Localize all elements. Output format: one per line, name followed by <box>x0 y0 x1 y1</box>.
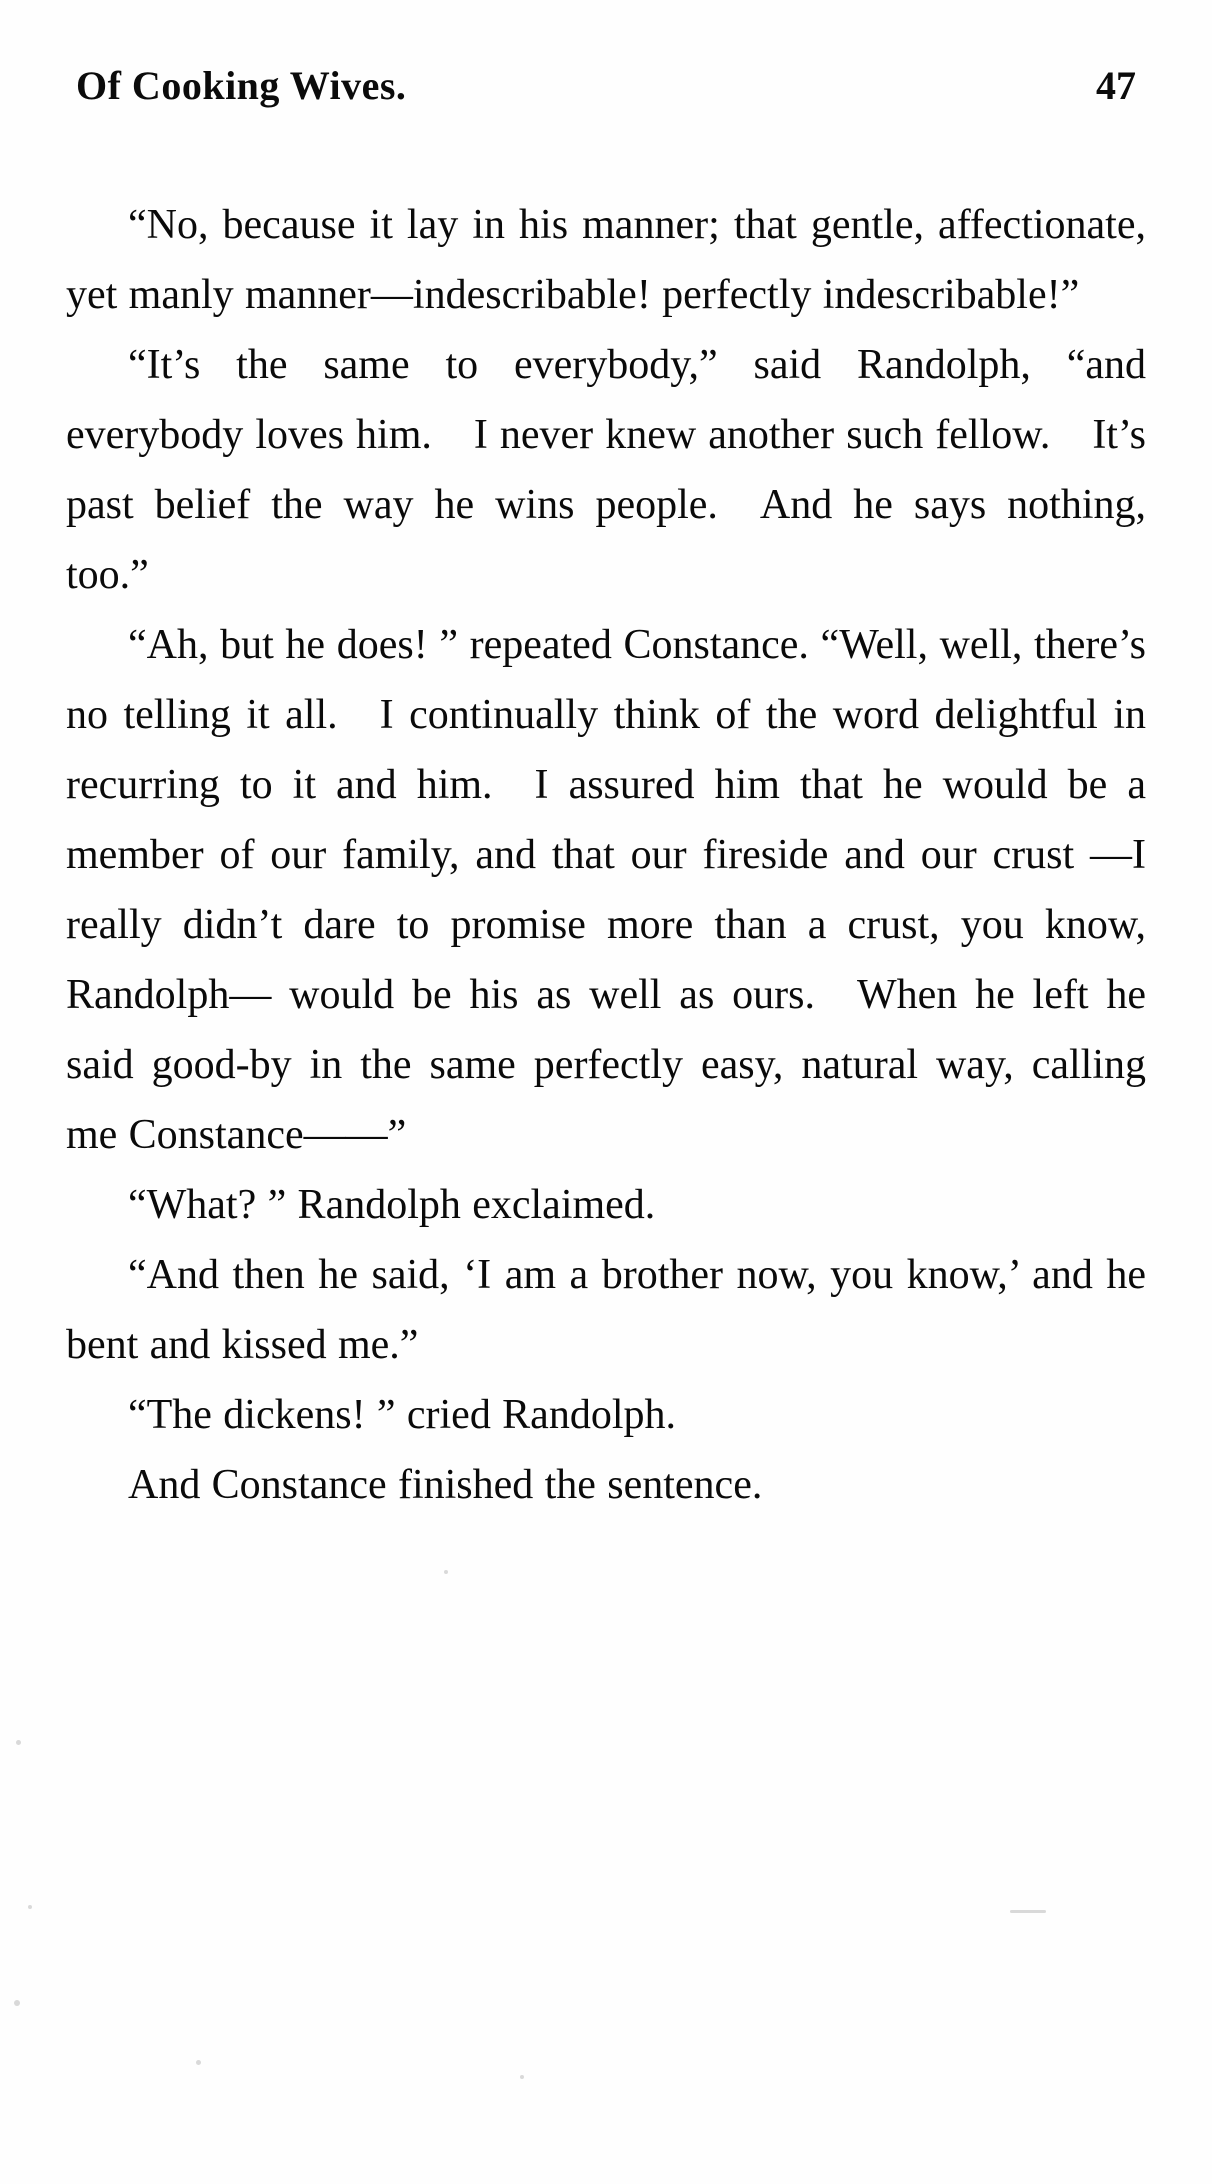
paragraph: “What? ” Randolph exclaimed. <box>128 1182 656 1228</box>
paragraph: “And then he said, ‘I am a brother now, you know,’ and he bent and kissed me.” <box>66 1252 1146 1368</box>
page-number: 47 <box>1096 63 1136 108</box>
paragraph: “Ah, but he does! ” repeated Constance. “Well, well, there’s no telling it all. I continually think of the word delightful in recurring to it and him. I assured him that he would be a member of our family, and that our fireside and our crust —I really didn’t dare to promise more than a crust, you know, Randolph— would be his as well as ours. When he left he said good-by in the same perfectly easy, natural way, calling me Constance——” <box>66 622 1146 1158</box>
scan-speckle <box>1010 1910 1046 1913</box>
scan-speckle <box>196 2060 201 2065</box>
scan-speckle <box>16 1740 21 1745</box>
paragraph: And Constance finished the sentence. <box>128 1462 763 1508</box>
running-head <box>76 62 1136 122</box>
scan-speckle <box>520 2075 524 2079</box>
page-body <box>66 190 1146 1520</box>
paragraph: “It’s the same to everybody,” said Randolph, “and everybody loves him. I never knew another such fellow. It’s past belief the way he wins people. And he says nothing, too.” <box>66 342 1146 598</box>
paragraph: “No, because it lay in his manner; that gentle, affectionate, yet manly manner—indescribable! perfectly indescribable!” <box>66 202 1146 318</box>
scan-speckle <box>14 2000 20 2006</box>
paragraph: “The dickens! ” cried Randolph. <box>128 1392 676 1438</box>
scan-speckle <box>444 1570 448 1574</box>
page-title: Of Cooking Wives. <box>76 63 407 108</box>
scan-speckle <box>28 1905 32 1909</box>
